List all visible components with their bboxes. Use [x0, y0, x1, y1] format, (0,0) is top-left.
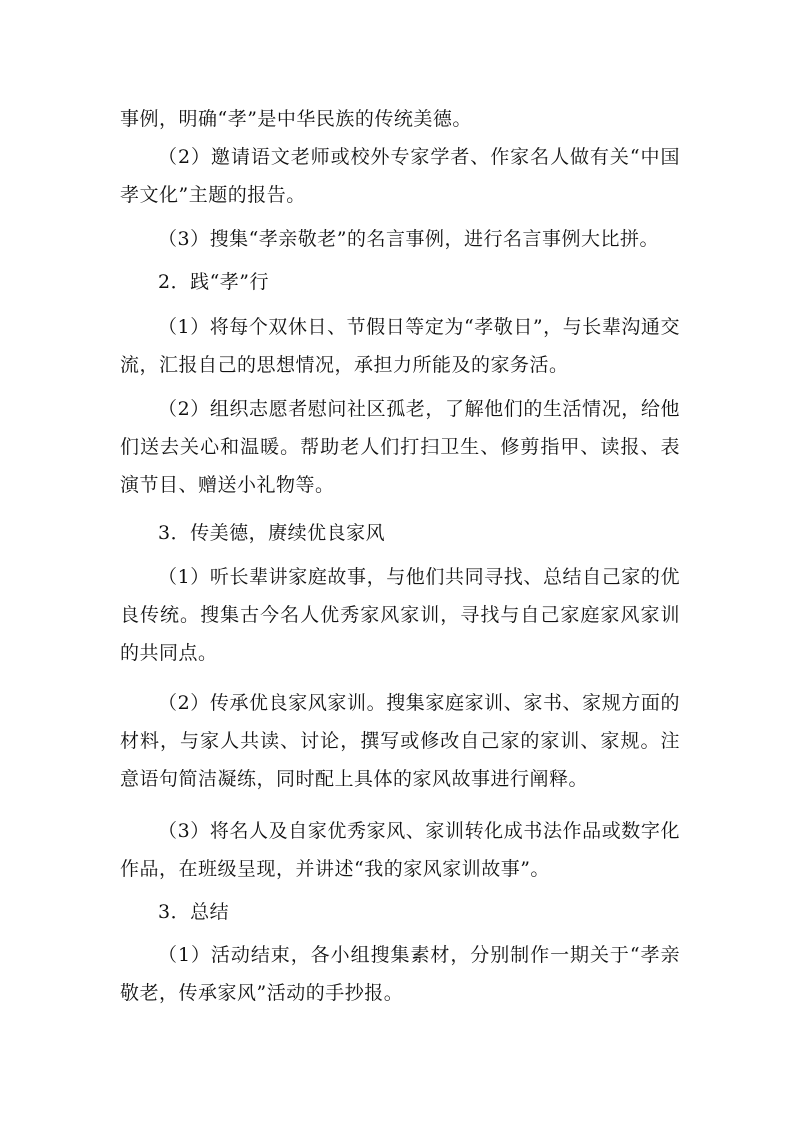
paragraph-item-calligraphy: （3）将名人及自家优秀家风、家训转化成书法作品或数字化作品，在班级呈现，并讲述“我的家风家训故事”。: [120, 820, 680, 880]
section-heading-family-tradition: 3．传美德，赓续优良家风: [158, 522, 386, 544]
section-heading-practice-filial: 2．践“孝”行: [158, 271, 270, 293]
paragraph-item-volunteer-visit: （2）组织志愿者慰问社区孤老，了解他们的生活情况，给他们送去关心和温暖。帮助老人们打扫卫生、修剪指甲、读报、表演节目、赠送小礼物等。: [120, 398, 680, 496]
section-heading-summary: 3．总结: [158, 901, 230, 923]
paragraph-item-family-stories: （1）听长辈讲家庭故事，与他们共同寻找、总结自己家的优良传统。搜集古今名人优秀家风家训，寻找与自己家庭家风家训的共同点。: [120, 566, 680, 664]
paragraph-item-filial-day: （1）将每个双休日、节假日等定为“孝敬日”，与长辈沟通交流，汇报自己的思想情况，承担力所能及的家务活。: [120, 316, 680, 376]
paragraph-item-handwritten-newspaper: （1）活动结束，各小组搜集素材，分别制作一期关于“孝亲敬老，传承家风”活动的手抄报。: [120, 944, 680, 1004]
paragraph-item-invite-report: （2）邀请语文老师或校外专家学者、作家名人做有关“中国孝文化”主题的报告。: [120, 146, 680, 206]
paragraph-item-collect-quotes: （3）搜集“孝亲敬老”的名言事例，进行名言事例大比拼。: [158, 228, 660, 250]
paragraph-item-family-rules: （2）传承优良家风家训。搜集家庭家训、家书、家规方面的材料，与家人共读、讨论，撰写或修改自己家的家训、家规。注意语句简洁凝练，同时配上具体的家风故事进行阐释。: [120, 692, 680, 790]
paragraph-continuation: 事例，明确“孝”是中华民族的传统美德。: [120, 108, 472, 130]
